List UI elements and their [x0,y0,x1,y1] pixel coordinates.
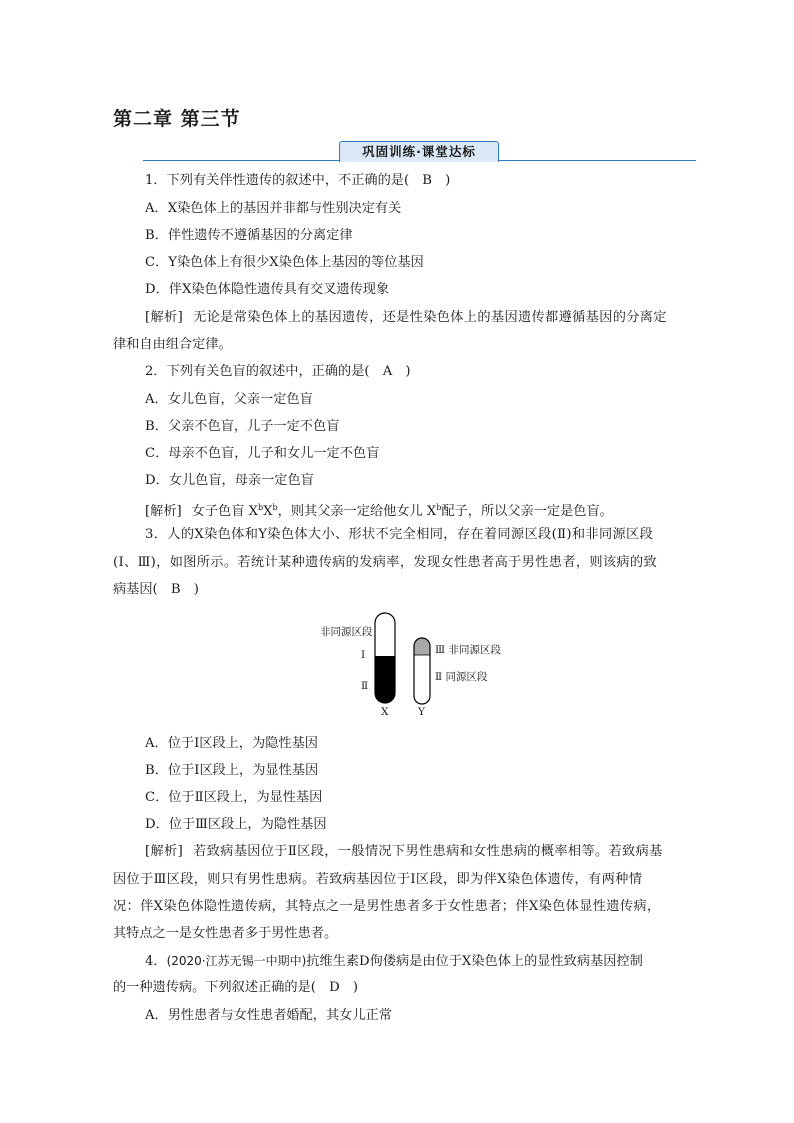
label-iii-nonhomologous: Ⅲ 非同源区段 [435,644,501,656]
q4-stem-line-1 [145,952,643,971]
q3-analysis-tag: [解析] [145,844,184,859]
q1-option-a: A．X染色体上的基因并非都与性别决定有关 [145,201,402,216]
q2-analysis-text-2: ，则其父亲一定给他女儿 X [277,504,437,519]
q3-analysis-line-4: 其特点之一是女性患者多于男性患者。 [113,926,338,941]
q3-analysis-line-3: 况：伴X染色体隐性遗传病，其特点之一是男性患者多于女性患者；伴X染色体显性遗传病， [113,899,661,914]
q2-analysis-tag: [解析] [145,504,182,519]
x-homologous-segment [375,656,395,706]
q1-analysis-line-2: 律和自由组合定律。 [113,337,232,352]
q2-option-d: D．女儿色盲，母亲一定色盲 [145,473,314,488]
q2-analysis [145,499,613,521]
chapter-title: 第二章 第三节 [113,108,241,130]
q1-option-d: D．伴X染色体隐性遗传具有交叉遗传现象 [145,282,390,297]
q4-option-a: A．男性患者与女性患者婚配，其女儿正常 [145,1008,392,1023]
q3-analysis-line-1 [145,843,663,861]
allele-superscript: b [436,503,442,512]
q3-option-b: B．位于Ⅰ区段上，为显性基因 [145,763,319,778]
q1-option-b: B．伴性遗传不遵循基因的分离定律 [145,228,353,243]
q1-analysis-tag: [解析] [145,310,184,325]
label-segment-ii: Ⅱ [361,680,369,692]
q2-stem: 2．下列有关色盲的叙述中，正确的是( A ) [145,364,411,379]
label-x: X [381,706,389,718]
q3-analysis-text: 若致病基因位于Ⅱ区段，一般情况下男性患病和女性患病的概率相等。若致病基 [193,844,663,859]
q2-option-b: B．父亲不色盲，儿子一定不色盲 [145,419,340,434]
x-chromosome [375,613,395,706]
y-chromosome [414,638,430,704]
q3-option-d: D．位于Ⅲ区段上，为隐性基因 [145,817,327,832]
q3-option-a: A．位于Ⅰ区段上，为隐性基因 [145,736,318,751]
q2-option-c: C．母亲不色盲，儿子和女儿一定不色盲 [145,446,380,461]
q3-analysis-line-2: 因位于Ⅲ区段，则只有男性患病。若致病基因位于Ⅰ区段，即为伴X染色体遗传，有两种情 [113,872,643,887]
q4-number: 4． [145,954,167,969]
label-ii-homologous: Ⅱ 同源区段 [435,671,488,683]
q1-option-c: C．Y染色体上有很少X染色体上基因的等位基因 [145,255,424,270]
q2-analysis-text-1: 女子色盲 X [191,504,259,519]
q2-analysis-text-3: 配子，所以父亲一定是色盲。 [441,504,613,519]
q4-stem-text: 抗维生素D佝偻病是由位于X染色体上的显性致病基因控制 [306,954,643,969]
q1-analysis-text: 无论是常染色体上的基因遗传，还是性染色体上的基因遗传都遵循基因的分离定 [193,310,667,325]
q1-analysis-line-1 [145,309,667,327]
label-y: Y [418,706,425,718]
section-banner: 巩固训练·课堂达标 [339,141,499,162]
q3-stem-line-2: (Ⅰ、Ⅲ)，如图所示。若统计某种遗传病的发病率，发现女性患者高于男性患者，则该病的致 [113,555,658,570]
q1-stem: 1．下列有关伴性遗传的叙述中，不正确的是( B ) [145,173,451,188]
q3-option-c: C．位于Ⅱ区段上，为显性基因 [145,790,323,805]
label-nonhomologous-left: 非同源区段 [320,626,373,638]
allele-superscript: b [272,503,278,512]
label-segment-i: Ⅰ [361,649,366,661]
q4-source: (2020·江苏无锡一中期中) [166,954,307,968]
q2-option-a: A．女儿色盲，父亲一定色盲 [145,392,313,407]
q3-stem-line-1: 3．人的X染色体和Y染色体大小、形状不完全相同，存在着同源区段(Ⅱ)和非同源区段 [145,527,654,542]
q2-analysis-text-x: X [263,504,273,519]
chromosome-diagram [314,612,504,718]
allele-superscript: b [258,503,264,512]
q4-stem-line-2: 的一种遗传病。下列叙述正确的是( D ) [113,980,359,995]
q3-stem-line-3: 病基因( B ) [113,582,199,597]
